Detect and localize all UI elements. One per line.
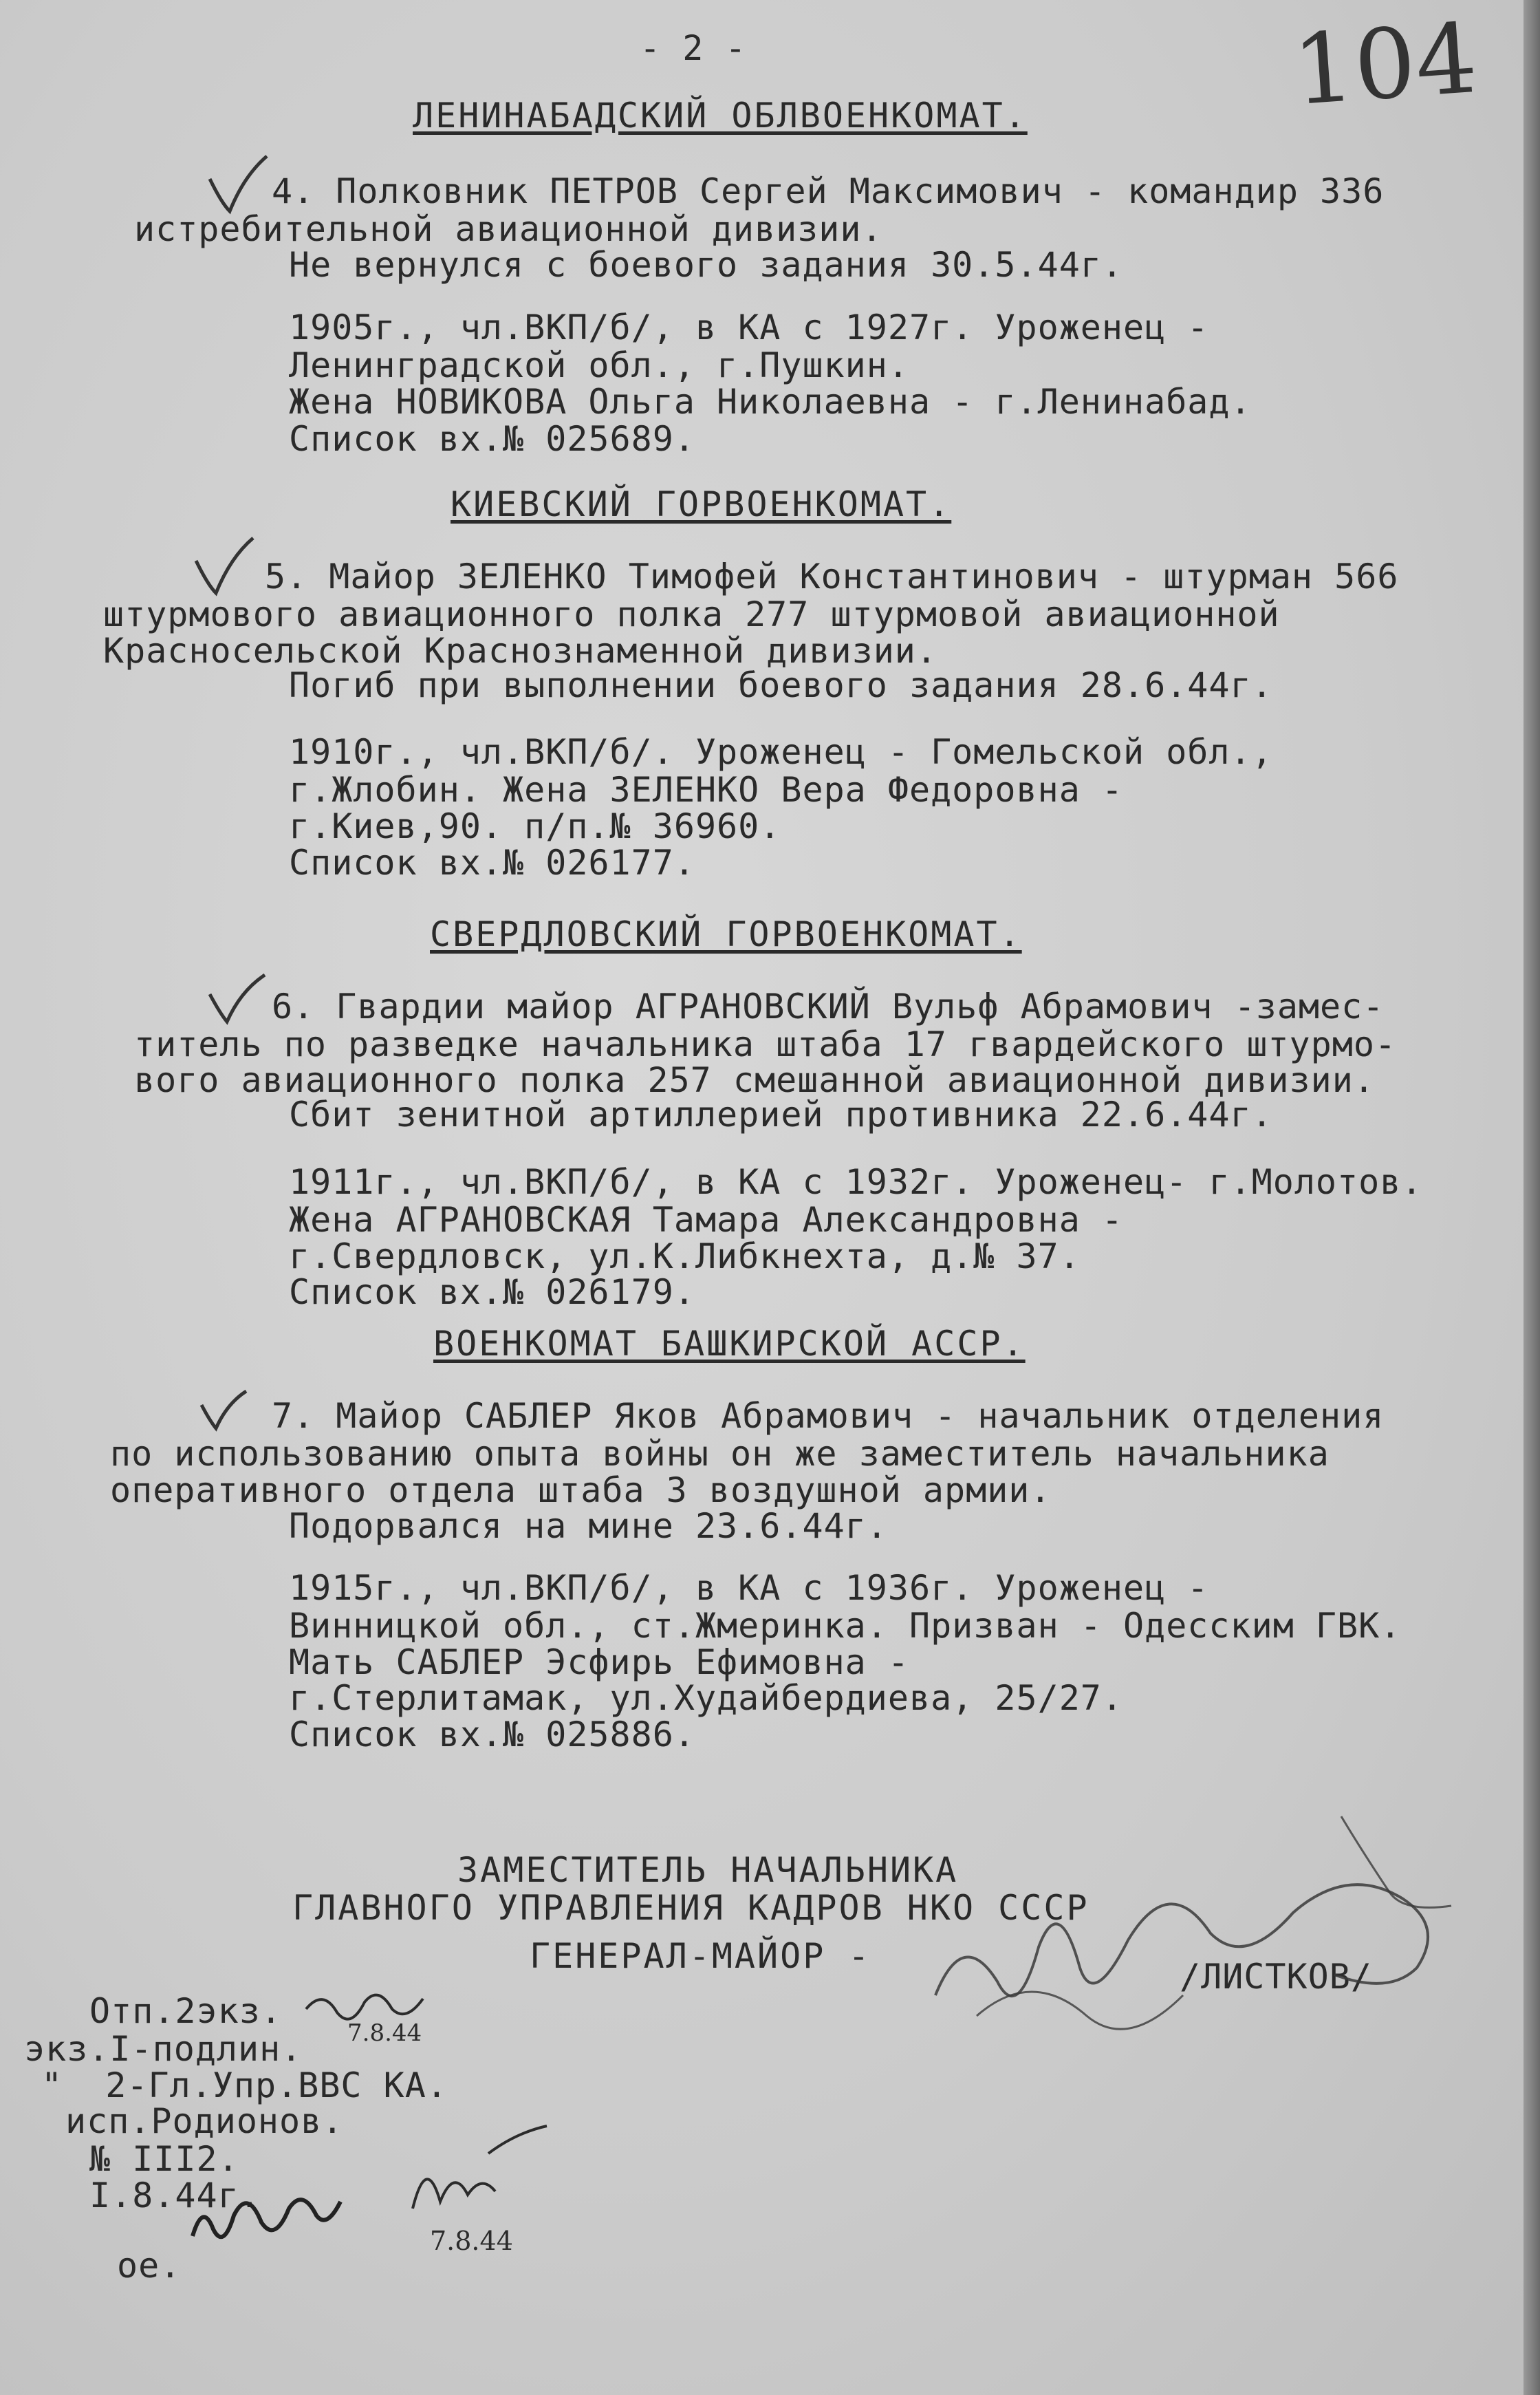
entry-4-line-7: Список вх.№ 025689. — [289, 419, 695, 459]
entry-4-line-2: истребительной авиационной дивизии. — [134, 209, 883, 249]
entry-7-line-2: по использованию опыта войны он же заместитель начальника — [110, 1434, 1330, 1474]
entry-5-line-2: штурмового авиационного полка 277 штурмовой авиационной — [103, 594, 1280, 634]
entry-5-line-7: г.Киев,90. п/п.№ 36960. — [289, 806, 781, 846]
entry-5-line-8: Список вх.№ 026177. — [289, 843, 695, 883]
section-heading-sverdlovsk: СВЕРДЛОВСКИЙ ГОРВОЕНКОМАТ. — [430, 914, 1022, 954]
entry-7-line-3: оперативного отдела штаба 3 воздушной армии. — [110, 1470, 1052, 1510]
handwritten-initials — [406, 2126, 550, 2222]
entry-5-line-4: Погиб при выполнении боевого задания 28.6.44г. — [289, 665, 1273, 705]
signature-scribble — [922, 1789, 1472, 2098]
entry-6-line-5: 1911г., чл.ВКП/б/, в КА с 1932г. Уроженец- г.Молотов. — [289, 1162, 1423, 1202]
footer-line-2: экз.I-подлин. — [24, 2029, 303, 2069]
entry-5-line-6: г.Жлобин. Жена ЗЕЛЕНКО Вера Федоровна - — [289, 770, 1123, 810]
footer-line-3: " 2-Гл.Упр.ВВС КА. — [41, 2065, 448, 2105]
page-edge-shadow — [1523, 0, 1540, 2395]
handwritten-date-bottom: 7.8.44 — [430, 2226, 513, 2256]
entry-4-line-6: Жена НОВИКОВА Ольга Николаевна - г.Ленинабад. — [289, 382, 1252, 422]
checkmark-icon — [199, 1390, 248, 1431]
checkmark-icon — [206, 974, 268, 1025]
entry-4-line-3: Не вернулся с боевого задания 30.5.44г. — [289, 245, 1123, 285]
footer-line-5: № III2. — [89, 2139, 239, 2179]
entry-7-line-4: Подорвался на мине 23.6.44г. — [289, 1506, 888, 1546]
handwritten-signature-rodionov — [186, 2160, 344, 2250]
entry-6-line-2: титель по разведке начальника штаба 17 гвардейского штурмо- — [134, 1024, 1397, 1064]
section-heading-bashkir: ВОЕНКОМАТ БАШКИРСКОЙ АССР. — [433, 1324, 1026, 1364]
entry-6-line-6: Жена АГРАНОВСКАЯ Тамара Александровна - — [289, 1200, 1123, 1240]
entry-7-line-1: 7. Майор САБЛЕР Яков Абрамович - начальник отделения — [272, 1396, 1385, 1436]
entry-7-line-8: г.Стерлитамак, ул.Худайбердиева, 25/27. — [289, 1678, 1123, 1718]
entry-6-line-3: вого авиационного полка 257 смешанной авиационной дивизии. — [134, 1060, 1375, 1100]
entry-5-line-5: 1910г., чл.ВКП/б/. Уроженец - Гомельской обл., — [289, 732, 1273, 772]
entry-6-line-7: г.Свердловск, ул.К.Либкнехта, д.№ 37. — [289, 1236, 1081, 1276]
footer-line-6: I.8.44г. — [89, 2176, 261, 2215]
entry-7-line-9: Список вх.№ 025886. — [289, 1715, 695, 1754]
entry-7-line-5: 1915г., чл.ВКП/б/, в КА с 1936г. Уроженец - — [289, 1568, 1209, 1608]
footer-line-7: ое. — [117, 2246, 182, 2286]
section-heading-kiev: КИЕВСКИЙ ГОРВОЕНКОМАТ. — [451, 484, 952, 524]
signature-title-line-2: ГЛАВНОГО УПРАВЛЕНИЯ КАДРОВ НКО СССР — [292, 1888, 1089, 1928]
signature-title-line-1: ЗАМЕСТИТЕЛЬ НАЧАЛЬНИКА — [457, 1850, 959, 1890]
signature-title-line-3: ГЕНЕРАЛ-МАЙОР - — [530, 1936, 871, 1976]
handwritten-date-top: 7.8.44 — [347, 2019, 422, 2047]
entry-7-line-6: Винницкой обл., ст.Жмеринка. Призван - Одесским ГВК. — [289, 1606, 1402, 1646]
footer-line-4: исп.Родионов. — [65, 2101, 344, 2141]
entry-4-line-1: 4. Полковник ПЕТРОВ Сергей Максимович - командир 336 — [272, 171, 1385, 211]
entry-6-line-1: 6. Гвардии майор АГРАНОВСКИЙ Вульф Абрамович -замес- — [272, 987, 1385, 1027]
entry-5-line-1: 5. Майор ЗЕЛЕНКО Тимофей Константинович - штурман 566 — [265, 557, 1399, 597]
archive-number: 104 — [1289, 2, 1481, 128]
entry-6-line-8: Список вх.№ 026179. — [289, 1272, 695, 1312]
section-heading-leninabad: ЛЕНИНАБАДСКИЙ ОБЛВОЕНКОМАТ. — [413, 96, 1028, 136]
checkmark-icon — [193, 537, 254, 599]
entry-6-line-4: Сбит зенитной артиллерией противника 22.6.44г. — [289, 1095, 1273, 1135]
entry-7-line-7: Мать САБЛЕР Эсфирь Ефимовна - — [289, 1642, 909, 1682]
entry-5-line-3: Красносельской Краснознаменной дивизии. — [103, 631, 937, 671]
checkmark-icon — [206, 155, 268, 217]
page-number: - 2 - — [640, 28, 747, 68]
entry-4-line-5: Ленинградской обл., г.Пушкин. — [289, 345, 909, 385]
footer-line-1: Отп.2экз. — [89, 1991, 282, 2031]
signature-name: /ЛИСТКОВ/ — [1180, 1957, 1372, 1997]
entry-4-line-4: 1905г., чл.ВКП/б/, в КА с 1927г. Уроженец - — [289, 308, 1209, 347]
